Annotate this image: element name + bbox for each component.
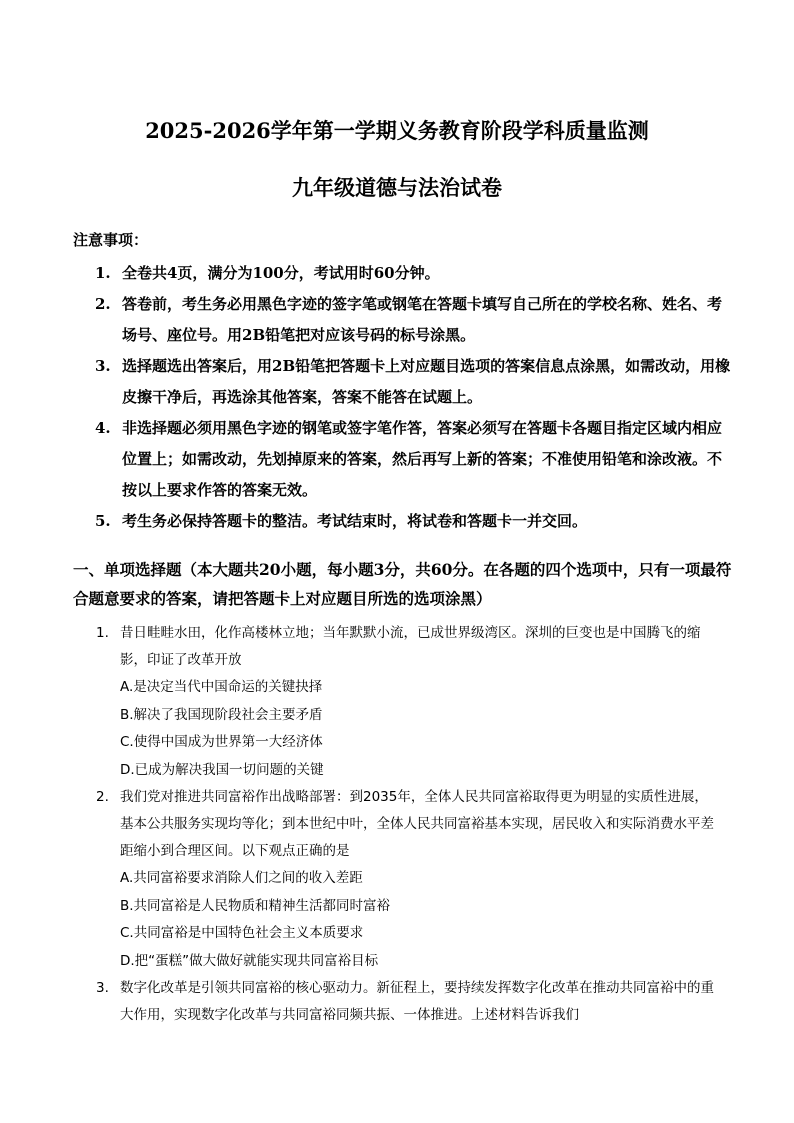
notice-heading: 注意事项： [73,231,149,249]
option-b: B.解决了我国现阶段社会主要矛盾 [120,706,323,723]
question-number: 2. [96,789,109,805]
question-stem: 我们党对推进共同富裕作出战略部署：到2035年，全体人民共同富裕取得更为明显的实质性进展，基本公共服务实现均等化；到本世纪中叶，全体人民共同富裕基本实现，居民收入和实际消费水平差距缩小到合理区间。以下观点正确的是 [120,789,714,859]
notice-item-text: 全卷共4页，满分为100分，考试用时60分钟。 [122,264,440,282]
notice-item [95,413,735,506]
notice-item-number: 3. [95,357,111,375]
question-item [96,975,716,1029]
option-a: A.共同富裕要求消除人们之间的收入差距 [120,870,363,886]
notice-list [95,258,735,537]
question-stem: 数字化改革是引领共同富裕的核心驱动力。新征程上，要持续发挥数字化改革在推动共同富裕中的重大作用，实现数字化改革与共同富裕同频共振、一体推进。上述材料告诉我们 [120,980,714,1023]
question-number: 3. [96,980,109,996]
notice-item [95,506,735,537]
option-d: D.已成为解决我国一切问题的关键 [120,761,324,778]
option-c: C.使得中国成为世界第一大经济体 [120,734,323,750]
option-b: B.共同富裕是人民物质和精神生活都同时富裕 [120,897,391,914]
option-a: A.是决定当代中国命运的关键抉择 [120,679,323,695]
notice-item-text: 答卷前，考生务必用黑色字迹的签字笔或钢笔在答题卡填写自己所在的学校名称、姓名、考场号、座位号。用2B铅笔把对应该号码的标号涂黑。 [122,295,723,344]
question-number: 1. [96,625,109,641]
notice-item-number: 2. [95,295,111,313]
exam-subtitle: 九年级道德与法治试卷 [292,175,502,200]
notice-item-number: 5. [95,512,111,530]
option-c: C.共同富裕是中国特色社会主义本质要求 [120,925,364,941]
notice-item [95,258,735,289]
notice-item-text: 非选择题必须用黑色字迹的钢笔或签字笔作答，答案必须写在答题卡各题目指定区域内相应位置上；如需改动，先划掉原来的答案，然后再写上新的答案；不准使用铅笔和涂改液。不按以上要求作答的答案无效。 [122,419,723,499]
section-heading: 一、单项选择题（本大题共20小题，每小题3分，共60分。在各题的四个选项中，只有一项最符合题意要求的答案，请把答题卡上对应题目所选的选项涂黑） [73,560,732,608]
notice-item [95,289,735,351]
notice-item [95,351,735,413]
notice-item-number: 4. [95,419,111,437]
question-stem: 昔日畦畦水田，化作高楼林立地；当年默默小流，已成世界级湾区。深圳的巨变也是中国腾飞的缩影，印证了改革开放 [120,625,701,668]
question-list [96,620,716,1029]
exam-title: 2025-2026学年第一学期义务教育阶段学科质量监测 [145,118,649,143]
notice-item-text: 选择题选出答案后，用2B铅笔把答题卡上对应题目选项的答案信息点涂黑，如需改动，用橡皮擦干净后，再选涂其他答案，答案不能答在试题上。 [122,357,731,406]
option-d: D.把“蛋糕”做大做好就能实现共同富裕目标 [120,952,379,969]
question-item [96,620,716,784]
notice-item-text: 考生务必保持答题卡的整洁。考试结束时，将试卷和答题卡一并交回。 [122,512,588,530]
notice-item-number: 1. [95,264,111,282]
question-item [96,784,716,975]
